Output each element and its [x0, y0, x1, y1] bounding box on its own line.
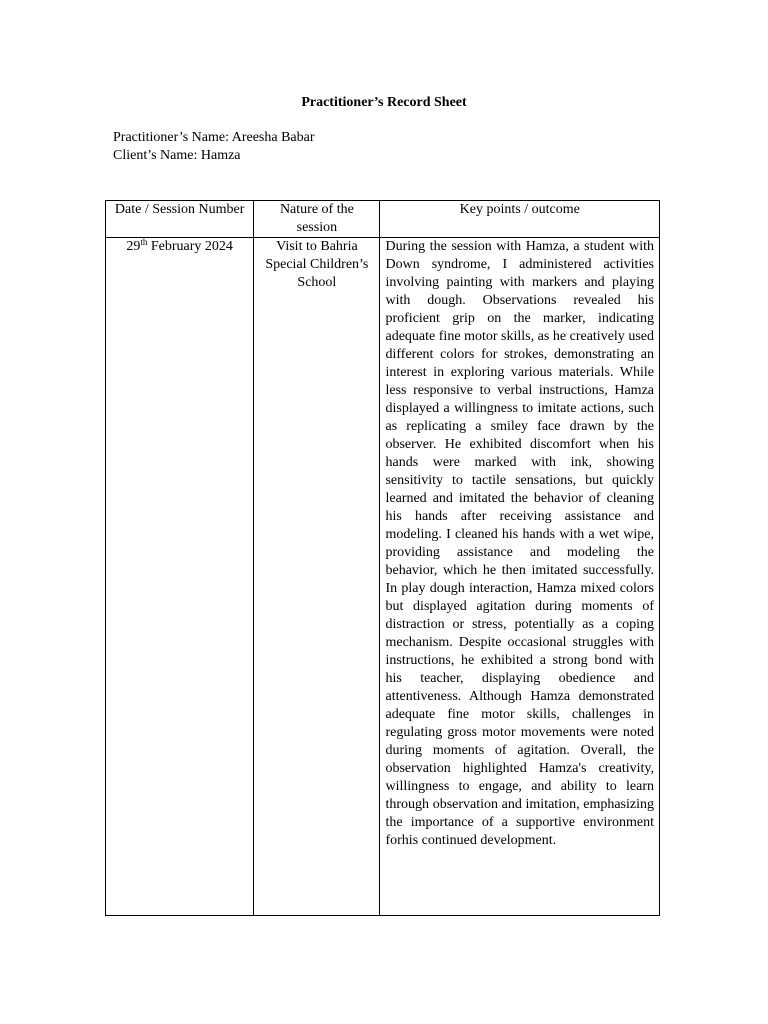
table-header-row — [106, 201, 660, 238]
session-date-month-year: February 2024 — [147, 239, 233, 254]
record-table — [105, 200, 660, 916]
session-nature-cell: Visit to Bahria Special Children’s School — [254, 238, 380, 916]
practitioner-name: Practitioner’s Name: Areesha Babar — [113, 130, 315, 145]
client-name: Client’s Name: Hamza — [113, 148, 241, 163]
session-date-cell — [106, 238, 254, 916]
session-key-points-cell: During the session with Hamza, a student with Down syndrome, I administered activities involving painting with markers and playing with dough. Observations revealed his proficient grip on the marker, indicating adequate fine motor skills, as he creatively used different colors for strokes, demonstrating an interest in exploring various materials. While less responsive to verbal instructions, Hamza displayed a willingness to imitate actions, such as replicating a smiley face drawn by the observer. He exhibited discomfort when his hands were marked with ink, showing sensitivity to tactile sensations, but quickly learned and imitated the behavior of cleaning his hands after receiving assistance and modeling. I cleaned his hands with a wet wipe, providing assistance and modeling the behavior, which he then imitated successfully. In play dough interaction, Hamza mixed colors but displayed agitation during moments of distraction or stress, potentially as a coping mechanism. Despite occasional struggles with instructions, he exhibited a strong bond with his teacher, displaying obedience and attentiveness. Although Hamza demonstrated adequate fine motor skills, challenges in regulating gross motor movements were noted during moments of agitation. Overall, the observation highlighted Hamza's creativity, willingness to engage, and ability to learn through observation and imitation, emphasizing the importance of a supportive environment forhis continued development. — [380, 238, 660, 916]
header-key-points: Key points / outcome — [380, 201, 660, 238]
header-date-session: Date / Session Number — [106, 201, 254, 238]
header-nature-of-session: Nature of the session — [254, 201, 380, 238]
table-row — [106, 238, 660, 916]
session-date-ordinal: th — [140, 237, 148, 247]
document-title: Practitioner’s Record Sheet — [301, 95, 467, 110]
session-date-day: 29 — [126, 239, 141, 254]
